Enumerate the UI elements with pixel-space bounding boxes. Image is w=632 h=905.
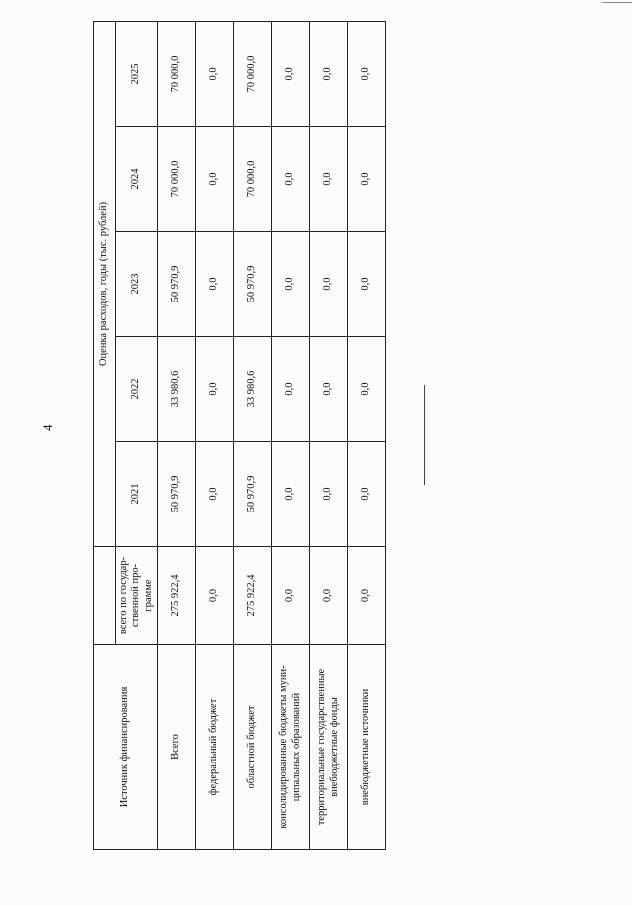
row-value: 70 000,0 xyxy=(234,21,272,126)
financing-table xyxy=(93,21,386,850)
row-value: 0,0 xyxy=(348,442,386,547)
table-row xyxy=(234,21,272,849)
rotated-table-wrapper xyxy=(93,22,386,850)
row-value: 0,0 xyxy=(310,21,348,126)
header-expense-estimate: Оценка расходов, годы (тыс. рублей) xyxy=(94,21,116,546)
row-value: 70 000,0 xyxy=(234,127,272,232)
row-source: консолидированные бюджеты муни-ципальных образований xyxy=(272,645,310,850)
row-value: 0,0 xyxy=(196,442,234,547)
header-total-program: всего по государ-ственной про-грамме xyxy=(116,547,158,645)
row-value: 0,0 xyxy=(348,232,386,337)
row-value: 70 000,0 xyxy=(158,21,196,126)
row-value: 33 980,6 xyxy=(234,337,272,442)
row-value: 0,0 xyxy=(196,21,234,126)
row-total: 0,0 xyxy=(310,547,348,645)
row-value: 0,0 xyxy=(348,21,386,126)
row-value: 50 970,9 xyxy=(158,442,196,547)
header-empty xyxy=(94,547,116,645)
row-source: федеральный бюджет xyxy=(196,645,234,850)
row-total: 0,0 xyxy=(272,547,310,645)
row-value: 0,0 xyxy=(310,337,348,442)
page-number: 4 xyxy=(40,424,55,431)
table-row xyxy=(348,21,386,849)
row-value: 70 000,0 xyxy=(158,127,196,232)
table-row xyxy=(272,21,310,849)
row-value: 0,0 xyxy=(272,21,310,126)
row-value: 0,0 xyxy=(310,442,348,547)
row-total: 0,0 xyxy=(348,547,386,645)
header-year: 2025 xyxy=(116,21,158,126)
row-value: 0,0 xyxy=(310,127,348,232)
row-total: 275 922,4 xyxy=(158,547,196,645)
header-year: 2023 xyxy=(116,232,158,337)
scan-artifact-line xyxy=(602,2,632,3)
header-year: 2022 xyxy=(116,337,158,442)
header-year: 2024 xyxy=(116,127,158,232)
row-value: 0,0 xyxy=(272,127,310,232)
row-value: 0,0 xyxy=(348,127,386,232)
separator-line xyxy=(424,385,425,485)
row-source: территориальные государственные внебюджетные фонды xyxy=(310,645,348,850)
row-value: 0,0 xyxy=(272,337,310,442)
row-value: 0,0 xyxy=(272,442,310,547)
row-value: 33 980,6 xyxy=(158,337,196,442)
row-source: Всего xyxy=(158,645,196,850)
row-value: 50 970,9 xyxy=(234,232,272,337)
row-total: 0,0 xyxy=(196,547,234,645)
row-source: внебюджетные источники xyxy=(348,645,386,850)
row-value: 50 970,9 xyxy=(158,232,196,337)
row-value: 0,0 xyxy=(196,127,234,232)
row-total: 275 922,4 xyxy=(234,547,272,645)
header-year: 2021 xyxy=(116,442,158,547)
row-value: 0,0 xyxy=(310,232,348,337)
table-row xyxy=(196,21,234,849)
header-source: Источник финансирования xyxy=(94,645,158,850)
table-row xyxy=(158,21,196,849)
row-value: 50 970,9 xyxy=(234,442,272,547)
row-value: 0,0 xyxy=(272,232,310,337)
row-value: 0,0 xyxy=(348,337,386,442)
row-value: 0,0 xyxy=(196,232,234,337)
row-value: 0,0 xyxy=(196,337,234,442)
table-row xyxy=(310,21,348,849)
row-source: областной бюджет xyxy=(234,645,272,850)
